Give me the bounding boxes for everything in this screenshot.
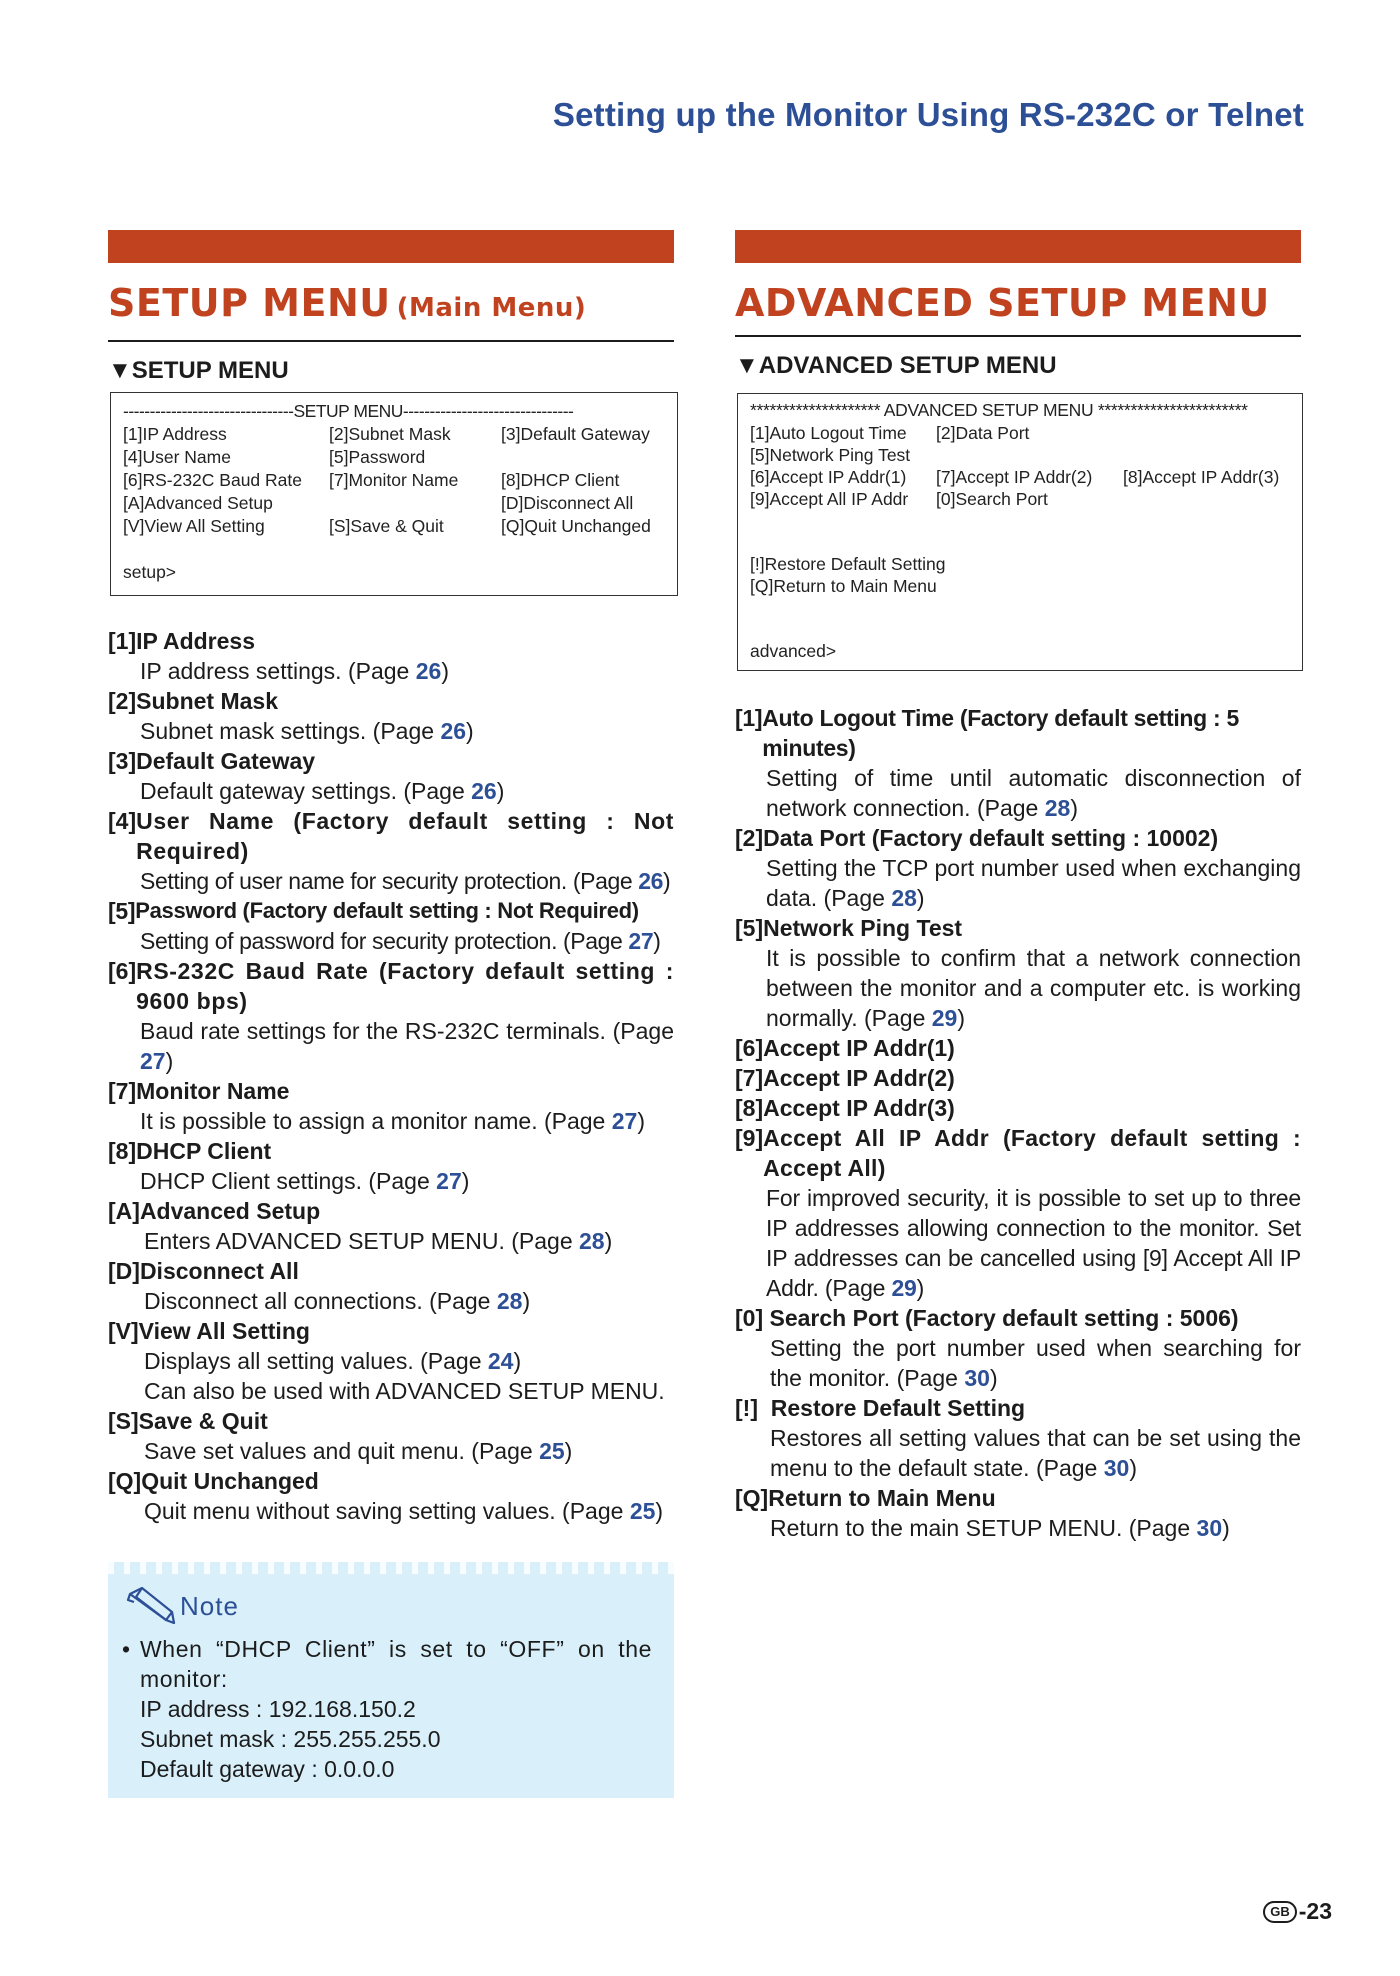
terminal-item: [5]Password: [329, 447, 426, 467]
note-text: Subnet mask : 255.255.255.0: [140, 1726, 441, 1752]
entry-description: Baud rate settings for the RS-232C terminals. (Page 27): [140, 1018, 674, 1074]
menu-entry: [735, 1063, 1301, 1093]
menu-entry: [735, 1483, 1301, 1543]
terminal-item: [A]Advanced Setup: [123, 493, 273, 513]
entry-title: Default Gateway: [136, 748, 316, 774]
entry-description: Setting of time until automatic disconnection of network connection. (Page 28): [766, 765, 1301, 821]
page-link[interactable]: 30: [964, 1365, 990, 1391]
terminal-item: [V]View All Setting: [123, 516, 265, 536]
entry-title: Accept IP Addr(3): [763, 1095, 955, 1121]
entry-code: [Q]: [735, 1485, 769, 1511]
entry-description: Enters ADVANCED SETUP MENU. (Page 28): [144, 1228, 613, 1254]
terminal-item: [0]Search Port: [936, 489, 1048, 509]
entry-title: RS-232C Baud Rate (Factory default setting : 9600 bps): [136, 958, 674, 1014]
entry-description: Default gateway settings. (Page 26): [140, 778, 505, 804]
entry-description: Subnet mask settings. (Page 26): [140, 718, 474, 744]
terminal-item: [5]Network Ping Test: [750, 445, 911, 465]
entry-description: For improved security, it is possible to set up to three IP addresses allowing connection to the monitor. Set IP addresses can be cancelled using [9] Accept All IP Addr. (Page 29): [766, 1185, 1301, 1301]
terminal-item: [2]Subnet Mask: [329, 424, 451, 444]
page-link[interactable]: 29: [891, 1275, 917, 1301]
menu-entry: [735, 1123, 1301, 1303]
setup-menu-subheading: ▼SETUP MENU: [108, 357, 289, 384]
entry-title: Advanced Setup: [139, 1198, 321, 1224]
advanced-menu-entries: [735, 703, 1301, 1543]
entry-description: It is possible to assign a monitor name. (Page 27): [140, 1108, 646, 1134]
entry-code: [S]: [108, 1408, 139, 1434]
setup-menu-section: [108, 230, 674, 386]
entry-title: Accept All IP Addr (Factory default setting : Accept All): [763, 1125, 1301, 1181]
entry-code: [!]: [735, 1395, 771, 1421]
terminal-item: [8]Accept IP Addr(3): [1123, 467, 1280, 487]
note-dashed-edge: [108, 1562, 674, 1574]
advanced-menu-title: ADVANCED SETUP MENU: [735, 281, 1270, 325]
setup-menu-title-sub: (Main Menu): [396, 293, 587, 323]
page-link[interactable]: 29: [931, 1005, 958, 1031]
terminal-item: [Q]Quit Unchanged: [501, 516, 651, 536]
entry-code: [7]: [735, 1065, 764, 1091]
menu-entry: [108, 1196, 674, 1256]
note-label: Note: [180, 1591, 239, 1621]
menu-entry: [108, 1076, 674, 1136]
entry-description: Return to the main SETUP MENU. (Page 30): [770, 1515, 1230, 1541]
terminal-item: [D]Disconnect All: [501, 493, 634, 513]
page-link[interactable]: 28: [496, 1288, 523, 1314]
entry-description: Quit menu without saving setting values. (Page 25): [144, 1498, 664, 1524]
entry-description: Setting the TCP port number used when exchanging data. (Page 28): [766, 855, 1301, 911]
page-link[interactable]: 26: [440, 718, 467, 744]
entry-title: Subnet Mask: [136, 688, 278, 714]
menu-entry: [108, 1406, 674, 1466]
entry-code: [1]: [108, 628, 137, 654]
entry-title: Disconnect All: [139, 1258, 299, 1284]
page-link[interactable]: 27: [436, 1168, 462, 1194]
entry-code: [1]: [735, 705, 763, 731]
note-heading: [126, 1584, 239, 1629]
note-text: IP address : 192.168.150.2: [140, 1696, 416, 1722]
menu-entry: [108, 686, 674, 746]
setup-menu-title-text: SETUP MENU: [108, 281, 391, 325]
note-box: [108, 1562, 674, 1798]
terminal-banner: --------------------------------SETUP MENU--------------------------------: [123, 401, 574, 421]
entry-title: Save & Quit: [138, 1408, 268, 1434]
page-link[interactable]: 25: [629, 1498, 656, 1524]
page-link[interactable]: 26: [415, 658, 442, 684]
entry-description: Setting of user name for security protection. (Page 26): [140, 868, 671, 894]
entry-extra-note: Can also be used with ADVANCED SETUP MENU.: [144, 1378, 665, 1404]
page-link[interactable]: 30: [1196, 1515, 1223, 1541]
page-link[interactable]: 28: [891, 885, 917, 911]
terminal-item: [1]IP Address: [123, 424, 227, 444]
entry-title: IP Address: [136, 628, 256, 654]
setup-menu-title: [108, 275, 674, 336]
entry-description: Disconnect all connections. (Page 28): [144, 1288, 531, 1314]
entry-code: [D]: [108, 1258, 140, 1284]
section-rule: [108, 340, 674, 342]
entry-title: Monitor Name: [136, 1078, 290, 1104]
page-link[interactable]: 27: [611, 1108, 638, 1134]
entry-code: [4]: [108, 808, 137, 834]
entry-description: Setting the port number used when searching for the monitor. (Page 30): [770, 1335, 1301, 1391]
terminal-item: [7]Monitor Name: [329, 470, 459, 490]
entry-description: Restores all setting values that can be set using the menu to the default state. (Page 30): [770, 1425, 1301, 1481]
menu-entry: [735, 913, 1301, 1033]
entry-description: DHCP Client settings. (Page 27): [140, 1168, 470, 1194]
menu-entry: [108, 746, 674, 806]
page-link[interactable]: 28: [579, 1228, 605, 1254]
entry-code: [2]: [108, 688, 137, 714]
menu-entry: [735, 1033, 1301, 1063]
entry-title: Network Ping Test: [763, 915, 963, 941]
entry-title: DHCP Client: [136, 1138, 272, 1164]
entry-code: [V]: [108, 1318, 139, 1344]
advanced-setup-menu-section: [735, 230, 1301, 381]
entry-description: Save set values and quit menu. (Page 25): [144, 1438, 573, 1464]
terminal-banner: ******************** ADVANCED SETUP MENU ***********************: [750, 400, 1248, 420]
terminal-item: [Q]Return to Main Menu: [750, 576, 937, 596]
page-link[interactable]: 26: [471, 778, 497, 804]
entry-title: Data Port (Factory default setting : 10002): [763, 825, 1219, 851]
entry-code: [0]: [735, 1305, 770, 1331]
menu-entry: [108, 1316, 674, 1406]
entry-code: [9]: [735, 1125, 764, 1151]
terminal-item: [2]Data Port: [936, 423, 1030, 443]
entry-title: Accept IP Addr(2): [763, 1065, 955, 1091]
menu-entry: [735, 1393, 1301, 1483]
menu-entry: [108, 896, 674, 956]
terminal-item: [3]Default Gateway: [501, 424, 650, 444]
entry-description: It is possible to confirm that a network connection between the monitor and a computer etc. is working normally. (Page 29): [766, 945, 1301, 1031]
terminal-item: [S]Save & Quit: [329, 516, 444, 536]
entry-description: Displays all setting values. (Page 24): [144, 1348, 522, 1374]
section-rule: [735, 335, 1301, 337]
page-link[interactable]: 24: [487, 1348, 514, 1374]
entry-code: [5]: [735, 915, 764, 941]
terminal-item: [4]User Name: [123, 447, 231, 467]
note-text: Default gateway : 0.0.0.0: [140, 1756, 395, 1782]
terminal-prompt: setup>: [123, 562, 177, 582]
entry-title: Auto Logout Time (Factory default setting : 5 minutes): [762, 705, 1239, 761]
entry-title: Search Port (Factory default setting : 5006): [769, 1305, 1239, 1331]
page-header-title: Setting up the Monitor Using RS-232C or Telnet: [552, 96, 1304, 133]
terminal-item: [!]Restore Default Setting: [750, 554, 946, 574]
terminal-item: [8]DHCP Client: [501, 470, 620, 490]
menu-entry: [735, 1093, 1301, 1123]
advanced-menu-subheading: ▼ADVANCED SETUP MENU: [735, 352, 1057, 379]
entry-code: [3]: [108, 748, 137, 774]
entry-code: [6]: [735, 1035, 764, 1061]
pencil-icon: [126, 1584, 176, 1629]
terminal-item: [9]Accept All IP Addr: [750, 489, 909, 509]
note-text: When “DHCP Client” is set to “OFF” on the monitor:: [140, 1636, 652, 1692]
menu-entry: [108, 956, 674, 1076]
entry-title: View All Setting: [138, 1318, 310, 1344]
entry-title: Quit Unchanged: [141, 1468, 319, 1494]
entry-title: Return to Main Menu: [768, 1485, 996, 1511]
terminal-item: [6]Accept IP Addr(1): [750, 467, 907, 487]
advanced-menu-terminal: [737, 393, 1303, 671]
page-link[interactable]: 27: [628, 928, 654, 954]
terminal-item: [6]RS-232C Baud Rate: [123, 470, 302, 490]
page-number: [1263, 1898, 1332, 1925]
bullet: •: [122, 1636, 131, 1662]
entry-code: [6]: [108, 958, 137, 984]
terminal-item: [7]Accept IP Addr(2): [936, 467, 1093, 487]
menu-entry: [108, 806, 674, 896]
setup-menu-entries: [108, 626, 674, 1526]
page-link[interactable]: 30: [1103, 1455, 1130, 1481]
entry-code: [A]: [108, 1198, 140, 1224]
menu-entry: [108, 1466, 674, 1526]
entry-code: [7]: [108, 1078, 137, 1104]
page-link[interactable]: 27: [140, 1048, 166, 1074]
entry-code: [8]: [735, 1095, 764, 1121]
page-link[interactable]: 26: [638, 868, 664, 894]
entry-code: [2]: [735, 825, 764, 851]
note-body: [122, 1634, 652, 1784]
page-number-text: -23: [1298, 1898, 1332, 1924]
setup-menu-terminal: [110, 392, 678, 596]
menu-entry: [735, 1303, 1301, 1393]
section-color-bar: [108, 230, 674, 263]
menu-entry: [108, 1256, 674, 1316]
entry-description: Setting of password for security protection. (Page 27): [140, 928, 661, 954]
menu-entry: [108, 1136, 674, 1196]
entry-code: [8]: [108, 1138, 137, 1164]
entry-title: Restore Default Setting: [770, 1395, 1026, 1421]
entry-code: [5]: [108, 898, 136, 924]
terminal-prompt: advanced>: [750, 641, 837, 661]
page-link[interactable]: 25: [539, 1438, 565, 1464]
menu-entry: [108, 626, 674, 686]
page-link[interactable]: 28: [1044, 795, 1071, 821]
entry-code: [Q]: [108, 1468, 142, 1494]
menu-entry: [735, 823, 1301, 913]
entry-title: Password (Factory default setting : Not Required): [135, 898, 639, 923]
entry-description: IP address settings. (Page 26): [140, 658, 449, 684]
terminal-item: [1]Auto Logout Time: [750, 423, 907, 443]
region-badge: GB: [1263, 1901, 1297, 1923]
entry-title: User Name (Factory default setting : Not Required): [136, 808, 674, 864]
menu-entry: [735, 703, 1301, 823]
entry-title: Accept IP Addr(1): [763, 1035, 955, 1061]
section-color-bar: [735, 230, 1301, 263]
note-bullet-line: [122, 1634, 652, 1694]
